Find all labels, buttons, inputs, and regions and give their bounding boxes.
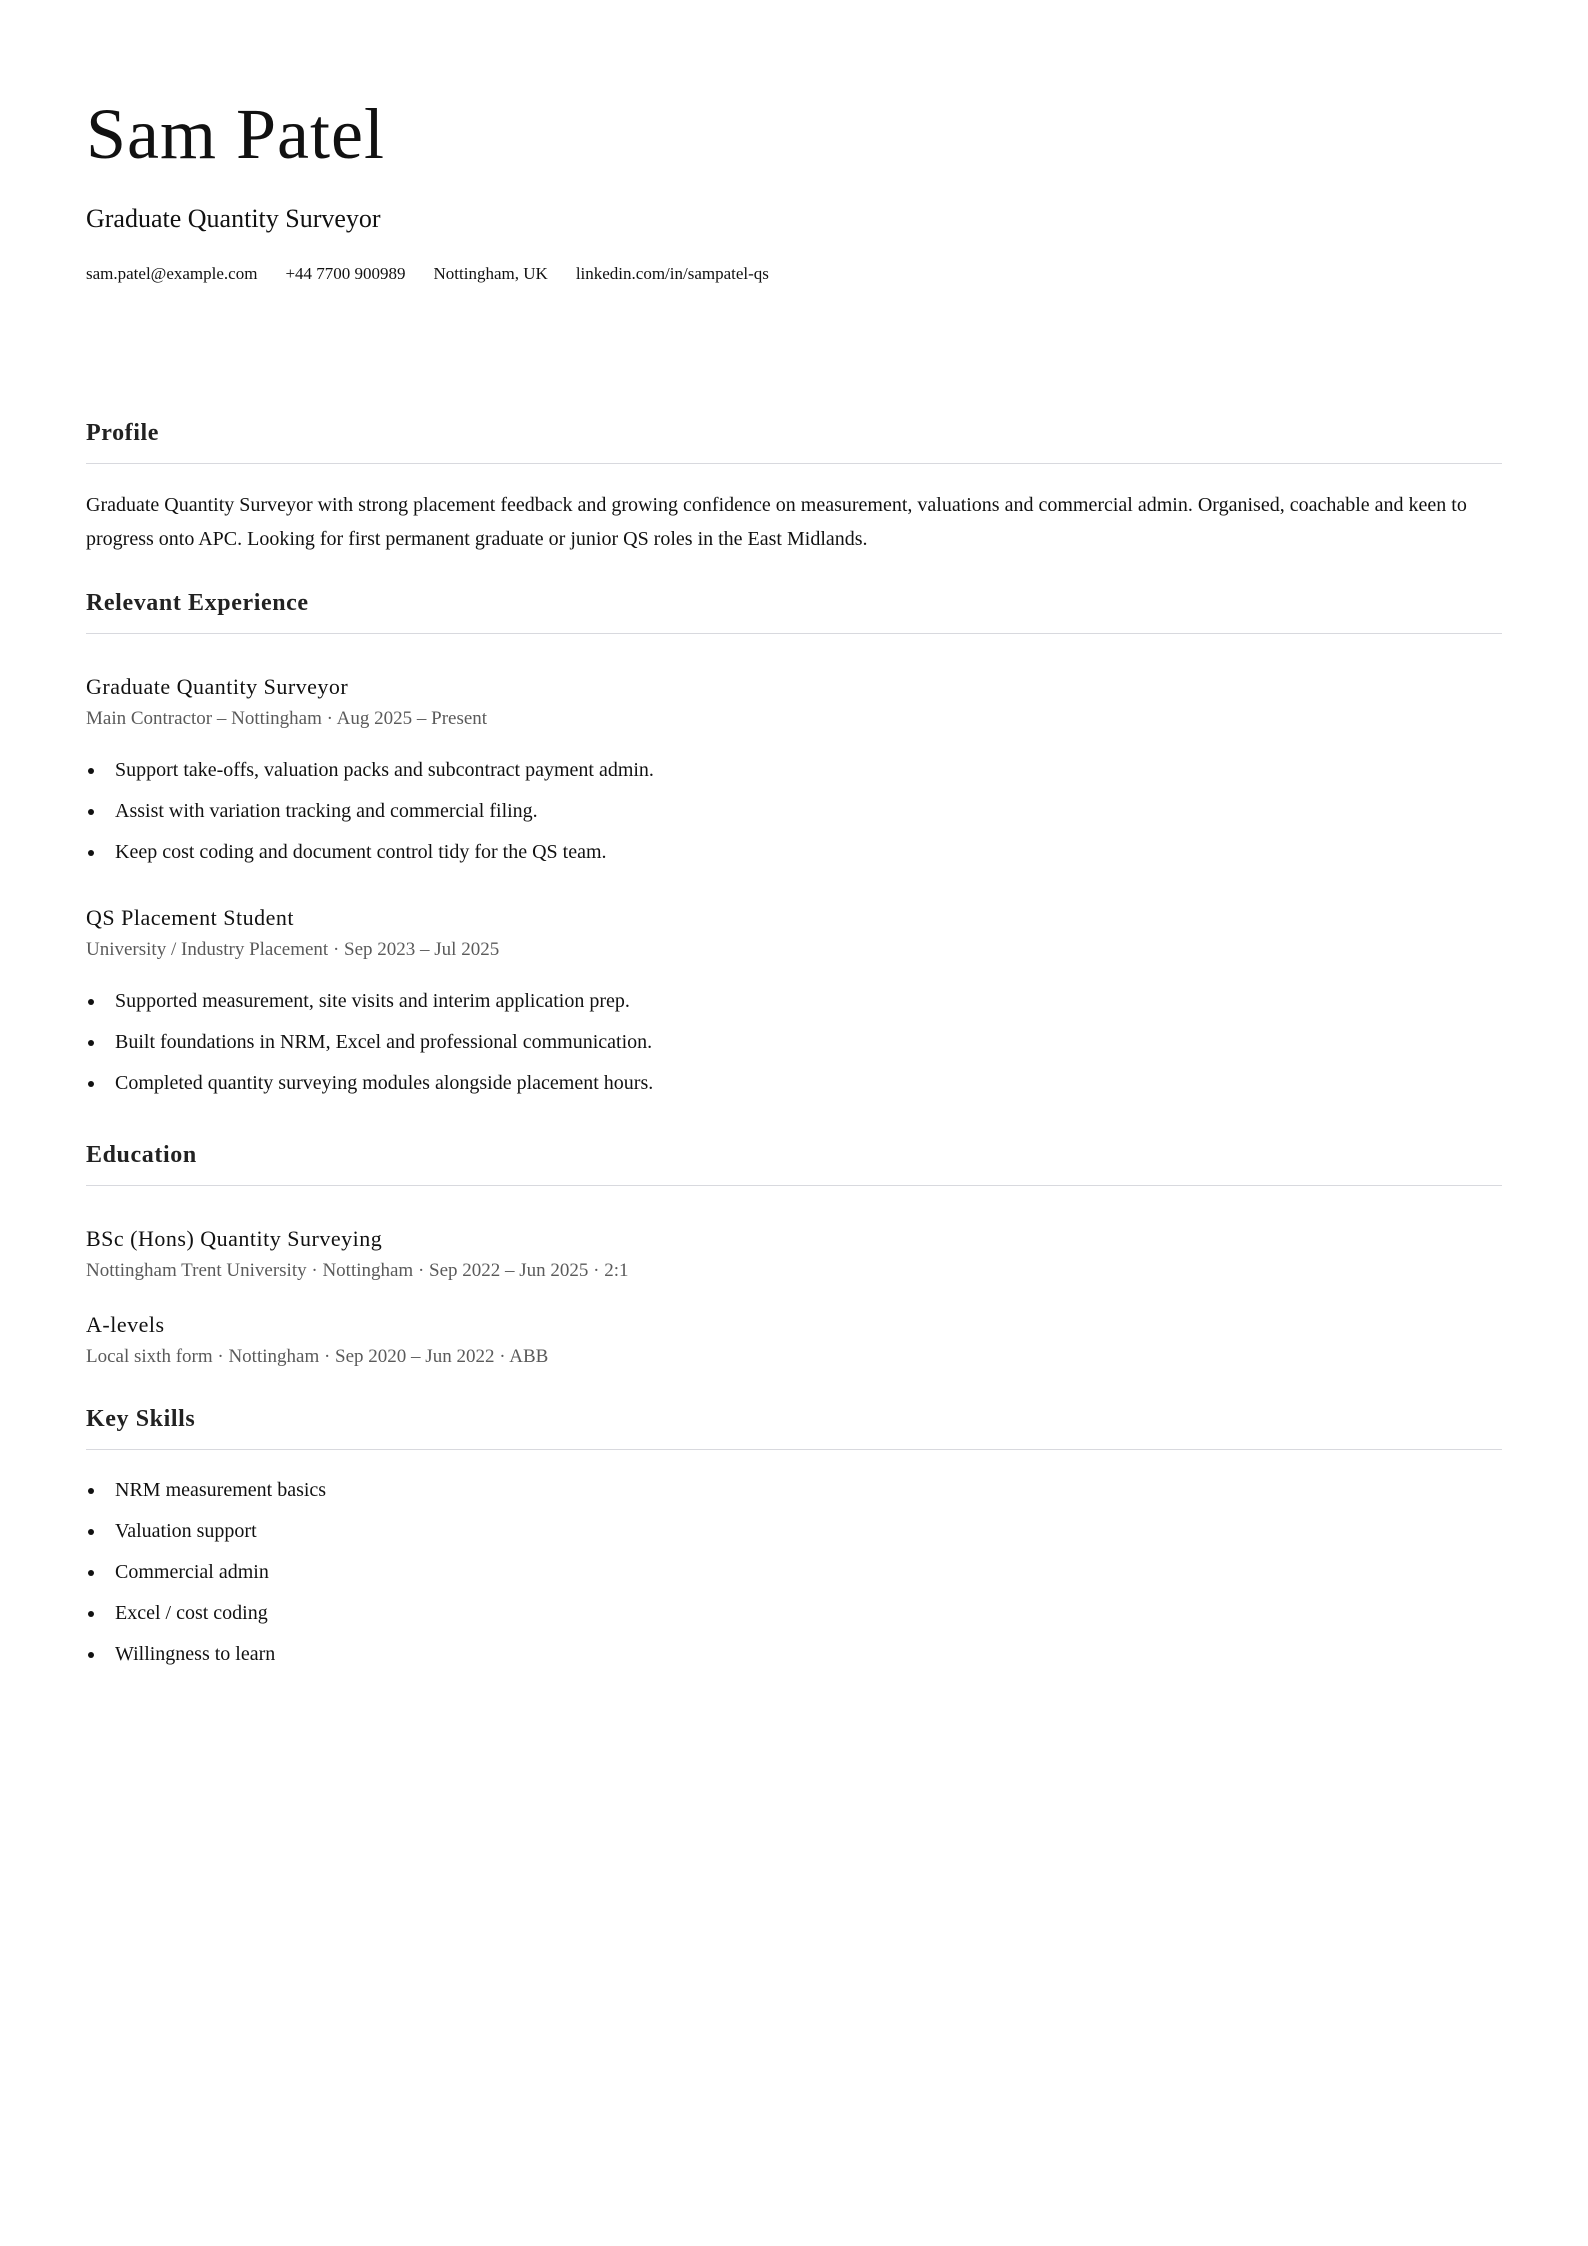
list-item: Willingness to learn (86, 1634, 1502, 1675)
list-item: Assist with variation tracking and commercial filing. (86, 791, 1502, 832)
job-bullets (86, 981, 1502, 1104)
list-item: Support take-offs, valuation packs and subcontract payment admin. (86, 750, 1502, 791)
resume-header (86, 94, 1502, 284)
education-meta: Nottingham Trent University · Nottingham · Sep 2022 – Jun 2025 · 2:1 (86, 1260, 629, 1281)
list-item: Supported measurement, site visits and interim application prep. (86, 981, 1502, 1022)
skills-section (86, 1406, 1502, 1675)
section-title-experience: Relevant Experience (86, 590, 1502, 634)
job-meta: University / Industry Placement · Sep 2023 – Jul 2025 (86, 939, 500, 960)
profile-text: Graduate Quantity Surveyor with strong placement feedback and growing confidence on measurement, valuations and commercial admin. Organised, coachable and keen to progress onto APC. Looking for first permanent graduate or junior QS roles in the East Midlands. (86, 494, 1467, 550)
job-meta: Main Contractor – Nottingham · Aug 2025 – Present (86, 708, 488, 729)
education-title: A-levels (86, 1312, 165, 1337)
contact-phone: +44 7700 900989 (285, 264, 406, 283)
list-item: Commercial admin (86, 1552, 1502, 1593)
section-title-education: Education (86, 1142, 1502, 1186)
education-section (86, 1142, 1502, 1368)
experience-entry (86, 905, 1502, 1104)
experience-section (86, 590, 1502, 1104)
job-bullets (86, 750, 1502, 873)
list-item: Keep cost coding and document control tidy for the QS team. (86, 832, 1502, 873)
section-title-profile: Profile (86, 420, 1502, 464)
section-title-skills: Key Skills (86, 1406, 1502, 1450)
contact-email: sam.patel@example.com (86, 264, 258, 283)
education-title: BSc (Hons) Quantity Surveying (86, 1226, 383, 1251)
list-item: Excel / cost coding (86, 1593, 1502, 1634)
candidate-name: Sam Patel (86, 94, 385, 174)
contact-info (86, 264, 1502, 284)
profile-section (86, 420, 1502, 556)
candidate-role: Graduate Quantity Surveyor (86, 204, 381, 233)
job-title: QS Placement Student (86, 905, 294, 930)
experience-entry (86, 674, 1502, 873)
list-item: NRM measurement basics (86, 1470, 1502, 1511)
list-item: Completed quantity surveying modules alongside placement hours. (86, 1063, 1502, 1104)
education-entry (86, 1312, 1502, 1368)
education-meta: Local sixth form · Nottingham · Sep 2020 – Jun 2022 · ABB (86, 1346, 549, 1367)
contact-location: Nottingham, UK (433, 264, 548, 283)
list-item: Valuation support (86, 1511, 1502, 1552)
list-item: Built foundations in NRM, Excel and professional communication. (86, 1022, 1502, 1063)
education-entry (86, 1226, 1502, 1282)
job-title: Graduate Quantity Surveyor (86, 674, 349, 699)
skills-list (86, 1470, 1502, 1675)
contact-linkedin: linkedin.com/in/sampatel-qs (575, 264, 769, 283)
